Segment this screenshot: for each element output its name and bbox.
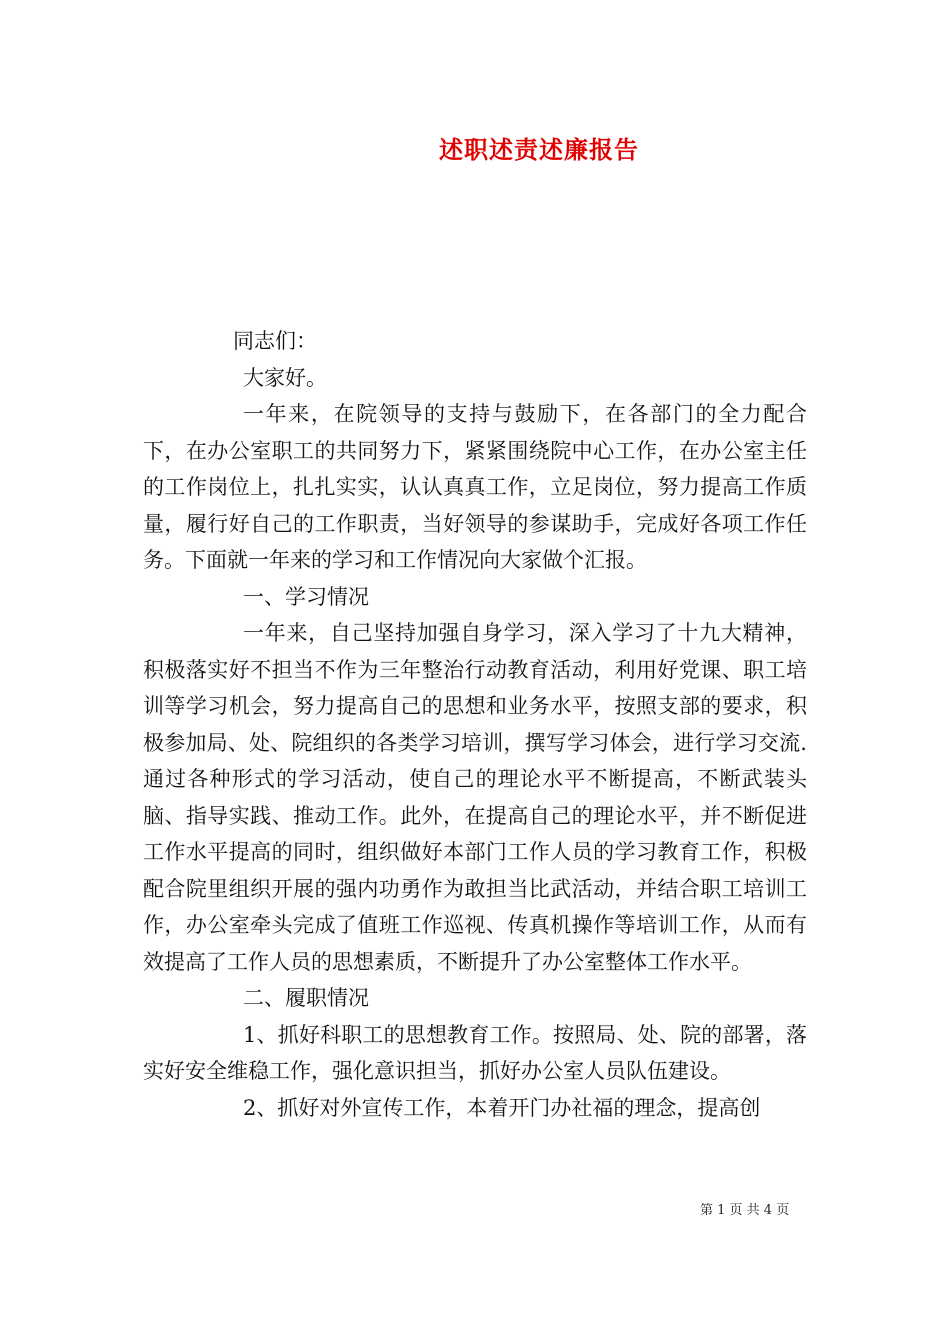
paragraph-study: 一年来，自己坚持加强自身学习，深入学习了十九大精神，积极落实好不担当不作为三年整治行动教育活动，利用好党课、职工培训等学习机会，努力提高自己的思想和业务水平，按照支部的要求，积极参加局、处、院组织的各类学习培训，撰写学习体会，进行学习交流.通过各种形式的学习活动，使自己的理论水平不断提高，不断武装头脑、指导实践、推动工作。此外，在提高自己的理论水平，并不断促进工作水平提高的同时，组织做好本部门工作人员的学习教育工作，积极配合院里组织开展的强内功勇作为敢担当比武活动，并结合职工培训工作，办公室牵头完成了值班工作巡视、传真机操作等培训工作，从而有效提高了工作人员的思想素质，不断提升了办公室整体工作水平。 <box>143 621 807 974</box>
paragraph-intro: 一年来，在院领导的支持与鼓励下，在各部门的全力配合下，在办公室职工的共同努力下，紧紧围绕院中心工作，在办公室主任的工作岗位上，扎扎实实，认认真真工作，立足岗位，努力提高工作质量，履行好自己的工作职责，当好领导的参谋助手，完成好各项工作任务。下面就一年来的学习和工作情况向大家做个汇报。 <box>143 402 807 572</box>
document-body <box>143 323 807 1126</box>
paragraph-duty-2: 2、抓好对外宣传工作，本着开门办社福的理念，提高创 <box>243 1095 761 1120</box>
section-heading-duty: 二、履职情况 <box>243 986 369 1010</box>
page-footer: 第 1 页 共 4 页 <box>700 1203 790 1218</box>
section-heading-study: 一、学习情况 <box>243 584 369 609</box>
paragraph-duty-1: 1、抓好科职工的思想教育工作。按照局、处、院的部署，落实好安全维稳工作，强化意识担当，抓好办公室人员队伍建设。 <box>143 1022 807 1083</box>
document-title: 述职述责述廉报告 <box>439 135 639 164</box>
salutation: 同志们： <box>233 329 317 353</box>
greeting: 大家好。 <box>243 365 327 390</box>
